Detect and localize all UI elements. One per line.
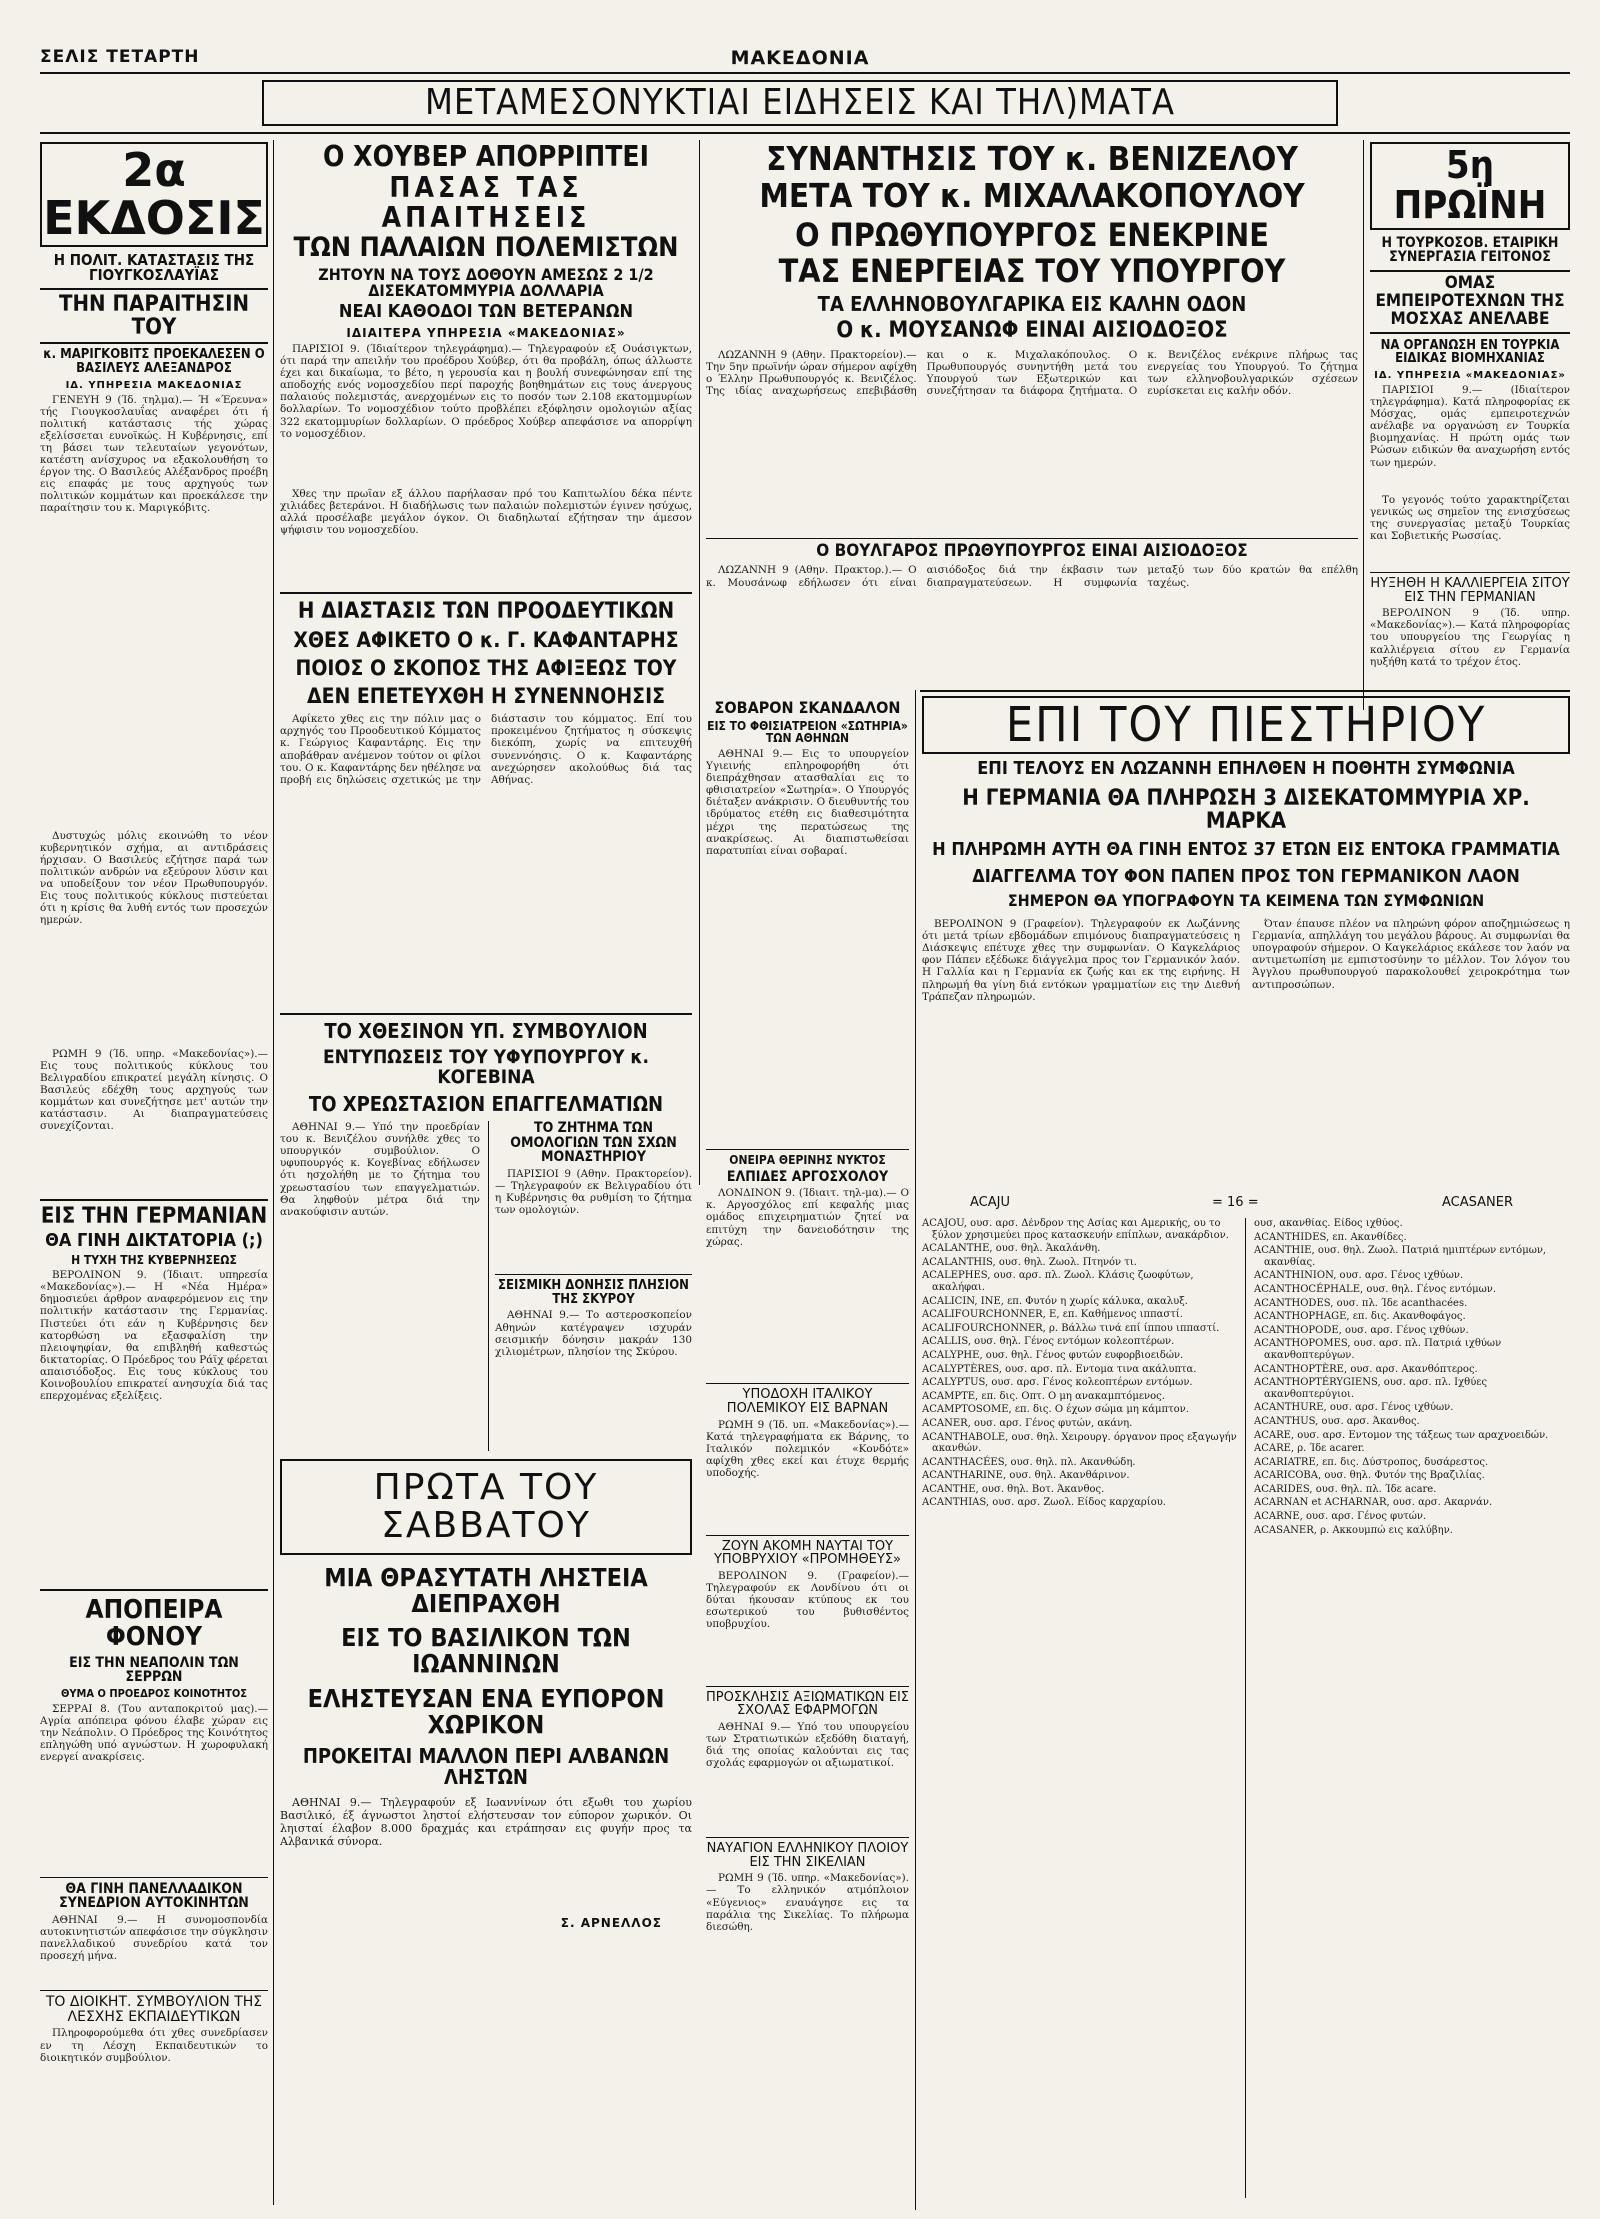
- headline: ΑΠΟΠΕΙΡΑ ΦΟΝΟΥ: [40, 1589, 268, 1652]
- headline: ΜΕΤΑ ΤΟΥ κ. ΜΙΧΑΛΑΚΟΠΟΥΛΟΥ: [759, 175, 1305, 215]
- headline: ΣΗΜΕΡΟΝ ΘΑ ΥΠΟΓΡΑΦΟΥΝ ΤΑ ΚΕΙΜΕΝΑ ΤΩΝ ΣΥΜΦΩΝΙΩΝ: [1007, 891, 1485, 911]
- headline: ΕΠΙ ΤΕΛΟΥΣ ΕΝ ΛΩΖΑΝΝΗ ΕΠΗΛΘΕΝ Η ΠΟΘΗΤΗ ΣΥΜΦΩΝΙΑ: [977, 758, 1515, 780]
- article-text: ΣΕΡΡΑΙ 8. (Του ανταποκριτού μας).— Αγρία απόπειρα φόνου έλαβε χώραν εις την Νεάπολιν. Ο Πρόεδρος της Κοινότητος επληγώθη υπό αγνώστων. Η χωροφυλακή ενεργεί ανακρίσεις.: [40, 1702, 268, 1764]
- column-rule: [915, 690, 916, 2210]
- headline: ΤΑΣ ΕΝΕΡΓΕΙΑΣ ΤΟΥ ΥΠΟΥΡΓΟΥ: [778, 251, 1286, 290]
- dictionary-entry: ACALANTHIS, ουσ. θηλ. Ζωολ. Πτηνόν τι.: [922, 1256, 1137, 1268]
- dictionary-entry: ACANTHINION, ουσ. αρσ. Γένος ιχθύων.: [1254, 1270, 1464, 1282]
- column-3-top: [706, 142, 1358, 690]
- headline: ΔΙΑΓΓΕΛΜΑ ΤΟΥ ΦΟΝ ΠΑΠΕΝ ΠΡΟΣ ΤΟΝ ΓΕΡΜΑΝΙΚΟΝ ΛΑΟΝ: [972, 866, 1520, 888]
- headline: Ο ΒΟΥΛΓΑΡΟΣ ΠΡΩΘΥΠΟΥΡΓΟΣ ΕΙΝΑΙ ΑΙΣΙΟΔΟΞΟΣ: [706, 538, 1358, 561]
- dictionary-entry: ACANTHODES, ουσ. πλ. Ίδε acanthacées.: [1254, 1297, 1468, 1309]
- headline: ΤΑ ΕΛΛΗΝΟΒΟΥΛΓΑΡΙΚΑ ΕΙΣ ΚΑΛΗΝ ΟΔΟΝ: [817, 292, 1247, 317]
- headline: ΘΑ ΓΙΝΗ ΔΙΚΤΑΤΟΡΙΑ (;): [45, 1229, 263, 1251]
- article-text: ΒΕΡΟΛΙΝΟΝ 9 (Ίδ. υπηρ. «Μακεδονίας»).— Κατά πληροφορίας του υπουργείου της Γεωργίας η καλλιέργεια σίτου εν Γερμανία ηυξήθη κατά το τρέχον έτος.: [1370, 607, 1570, 668]
- headline: ΣΥΝΑΝΤΗΣΙΣ ΤΟΥ κ. ΒΕΝΙΖΕΛΟΥ: [766, 142, 1298, 178]
- headline: κ. ΜΑΡΙΓΚΟΒΙΤΣ ΠΡΟΕΚΑΛΕΣΕΝ Ο ΒΑΣΙΛΕΥΣ ΑΛΕΞΑΝΔΡΟΣ: [43, 347, 265, 376]
- headline: ΕΙΣ ΤΟ ΦΘΙΣΙΑΤΡΕΙΟΝ «ΣΩΤΗΡΙΑ» ΤΩΝ ΑΘΗΝΩΝ: [707, 718, 908, 746]
- dictionary-entry: ACALIFOURCHONNER, ρ. Βάλλω τινά επί ίππου ιππαστί.: [922, 1322, 1220, 1334]
- headline: ΕΠΙ ΤΟΥ ΠΙΕΣΤΗΡΙΟΥ: [922, 696, 1570, 754]
- headline: ΕΝΤΥΠΩΣΕΙΣ ΤΟΥ ΥΦΥΠΟΥΡΓΟΥ κ. ΚΟΓΕΒΙΝΑ: [322, 1046, 650, 1089]
- dictionary-guide-left: ACAJU: [970, 1195, 1010, 1210]
- headline: ΖΗΤΟΥΝ ΝΑ ΤΟΥΣ ΔΟΘΟΥΝ ΑΜΕΣΩΣ 2 1/2 ΔΙΣΕΚΑΤΟΜΜΥΡΙΑ ΔΟΛΛΑΡΙΑ: [318, 264, 654, 301]
- dictionary-entry: ACALANTHE, ουσ. θηλ. Άκαλάνθη.: [922, 1243, 1101, 1255]
- agency-line: ΙΔ. ΥΠΗΡΕΣΙΑ ΜΑΚΕΔΟΝΙΑΣ: [65, 379, 243, 391]
- article-text: ΠΑΡΙΣΙΟΙ 9. (Ίδιαίτερον τηλεγράφημα).— Τηλεγραφούν εξ Ουάσιγκτων, ότι παρά την απειλήν του προέδρου Χούβερ, ότι θα προβάλη, όπως άλλωστε έχει και δικαίωμα, το βέτο, η γερουσία και η βουλή συνεφώνησαν επί της αποδοχής ενός νομοσχεδίου περί παροχής βοηθημάτων εις τους άνεργους παλαιούς πολεμιστάς, ανερχομένων εις το ποσόν των 2.108 εκατομμυρίων δολλαρίων. Το νομοσχέδιον τούτο προβλέπει εξόφλησιν ομολογιών αξίας 322 εκατομμυρίων δολλαρίων. Ο πρόεδρος Χούβερ απεφάσισε να απορρίψη το νομοσχέδιον.: [280, 343, 692, 440]
- headline: Ο κ. ΜΟΥΣΑΝΩΦ ΕΙΝΑΙ ΑΙΣΙΟΔΟΞΟΣ: [836, 318, 1228, 344]
- article-text: ΠΑΡΙΣΙΟΙ 9.— (Ιδιαίτερον τηλεγράφημα). Κατά πληροφορίας εκ Μόσχας, ομάς εμπειροτεχνών ανέλαβε να οργανώση εν Τουρκία βιομηχανίας. Η πρώτη ομάς των Ρώσων ειδικών θα αναχωρήση εντός των ημερών.: [1370, 383, 1570, 469]
- article-text: ΛΩΖΑΝΝΗ 9 (Αθην. Πρακτορ.).— Ο κ. Μουσάνωφ εδήλωσεν ότι είναι αισιόδοξος διά την έκβασιν των διαπραγματεύσεων. Η συμφωνία μεταξύ των δύο κρατών θα επέλθη ταχέως.: [706, 564, 1358, 589]
- headline: ΕΙΣ ΤΗΝ ΓΕΡΜΑΝΙΑΝ: [40, 1199, 268, 1228]
- headline: ΕΙΣ ΤΗΝ ΝΕΑΠΟΛΙΝ ΤΩΝ ΣΕΡΡΩΝ: [69, 1654, 239, 1686]
- stop-press-text: [922, 918, 1570, 1128]
- article-text: Αφίκετο χθες εις την πόλιν μας ο αρχηγός του Προοδευτικού Κόμματος κ. Γεώργιος Καφαντάρης. Εις την αποβάθραν ανέμενον τούτον οι φίλοι του. Ο κ. Καφαντάρης δεν ηθέλησε να προβή εις δηλώσεις σχετικώς με την διάστασιν του κόμματος. Επί του προκειμένου ζητήματος η σύσκεψις διεκόπη, χωρίς να επιτευχθή συνεννόησις. Ο κ. Καφαντάρης ανεχώρησεν ακολούθως διά τας Αθήνας.: [280, 713, 692, 786]
- dictionary-entry: ACANTHARINE, ουσ. θηλ. Ακανθάρινον.: [922, 1470, 1130, 1482]
- dictionary-entry: ACARNAN et ACHARNAR, ουσ. αρσ. Ακαρνάν.: [1254, 1497, 1493, 1509]
- dictionary-entry: ACANTHACÉES, ουσ. θηλ. πλ. Ακανθώδη.: [922, 1456, 1136, 1468]
- headline: ΜΙΑ ΘΡΑΣΥΤΑΤΗ ΛΗΣΤΕΙΑ ΔΙΕΠΡΑΧΘΗ: [324, 1562, 648, 1618]
- headline: ΣΕΙΣΜΙΚΗ ΔΟΝΗΣΙΣ ΠΛΗΣΙΟΝ ΤΗΣ ΣΚΥΡΟΥ: [495, 1274, 692, 1306]
- column-4: [1370, 142, 1570, 687]
- headline: ΕΛΠΙΔΕΣ ΑΡΓΟΣΧΟΛΟΥ: [726, 1168, 889, 1185]
- dictionary-entry: ACARIDES, ουσ. θηλ. πλ. Ίδε acare.: [1254, 1483, 1437, 1495]
- dictionary-entry: ACALICIN, INE, επ. Φυτόν η χωρίς κάλυκα, ακαλυξ.: [922, 1295, 1188, 1307]
- dictionary-entry: ACANTHIAS, ουσ. αρσ. Ζωολ. Είδος καρχαρίου.: [922, 1497, 1166, 1509]
- article-text: Όταν έπαυσε πλέον να πληρώνη φόρον αποζημιώσεως η Γερμανία, απηλλάγη του μεγάλου βάρους. Αι συμφωνίαι θα υπογραφούν σήμερον. Ο Καγκελάριος εκάλεσε τον λαόν να αντιμετωπίση με εμπιστοσύνην το μέλλον. Τον λόγον του Άγγλου πρωθυπουργού παρακολουθεί χειροκρότημα των αντιπροσώπων.: [1252, 918, 1570, 991]
- dictionary-entry: ACALYPHE, ουσ. θηλ. Γένος φυτών ευφορβιοειδών.: [922, 1349, 1184, 1361]
- article-text: ΡΩΜΗ 9 (Ίδ. υπ. «Μακεδονίας»).— Κατά τηλεγραφήματα εκ Βάρνης, το Ιταλικόν πολεμικόν «Κονδότε» αφίχθη χθες εκεί και έτυχε θερμής υποδοχής.: [706, 1418, 909, 1479]
- dictionary-entry: ACANTHUS, ουσ. αρσ. Άκανθος.: [1254, 1415, 1420, 1427]
- dictionary-entry: ACALIFOURCHONNER, Ε, επ. Καθήμενος ιππαστί.: [922, 1309, 1183, 1321]
- dictionary-column-right: [1254, 1218, 1570, 2203]
- author-signature: Σ. ΑΡΝΕΛΛΟΣ: [560, 1916, 662, 1931]
- headline: ΣΟΒΑΡΟΝ ΣΚΑΝΔΑΛΟΝ: [714, 700, 901, 717]
- banner-rule: [40, 132, 1570, 134]
- dictionary-entry: ACALEPHES, ουσ. αρσ. πλ. Ζωολ. Κλάσις ζωοφύτων, ακαλήφαι.: [922, 1270, 1194, 1293]
- headline: ΠΑΣΑΣ ΤΑΣ ΑΠΑΙΤΗΣΕΙΣ: [381, 171, 591, 234]
- headline: ΧΘΕΣ ΑΦΙΚΕΤΟ Ο κ. Γ. ΚΑΦΑΝΤΑΡΗΣ: [293, 628, 679, 653]
- page-section-label: ΣΕΛΙΣ ΤΕΤΑΡΤΗ: [40, 47, 200, 67]
- headline: Η ΤΥΧΗ ΤΗΣ ΚΥΒΕΡΝΗΣΕΩΣ: [71, 1252, 237, 1267]
- dictionary-entry: ACANTHURE, ουσ. αρσ. Γένος ιχθύων.: [1254, 1402, 1454, 1414]
- article-text: ΒΕΡΟΛΙΝΟΝ 9 (Γραφείον). Τηλεγραφούν εκ Λωζάννης ότι μετά τρίων εβδομάδων επιμόνους διαπραγματεύσεις η Διάσκεψις επέτυχε χθες την συμφωνίαν. Ο Καγκελάριος φον Πάπεν εξέδωκε διάγγελμα προς τον Γερμανικόν λαόν. Η Γαλλία και η Γερμανία εκ ζωής και εκ της ειρήνης. Η πληρωμή θα γίνη διά εντόκων γραμματίων εις την Διεθνή Τράπεζαν πληρωμών.: [922, 918, 1240, 1003]
- article-text: ΡΩΜΗ 9 (Ίδ. υπηρ. «Μακεδονίας»).— Το ελληνικόν ατμόπλοιον «Εύγενιος» εναυάγησε εις τα παράλια της Σικελίας. Το πλήρωμα διεσώθη.: [706, 1872, 909, 1933]
- article-text: ΓΕΝΕΥΗ 9 (Ίδ. τηλμα).— Ή «Έρευνα» τής Γιουγκοσλαυΐας αναφέρει ότι ή πολιτική κατάστασις τής χώρας εξελίσσεται ευνοϊκώς. Η Κυβέρνησις, επί τη βάσει των τελευταίων γεγονότων, κατέστη ανίσχυρος να εξακολουθήση το έργον της. Ο Βασιλεύς Αλέξανδρος προέβη εις επαφάς με τους αρχηγούς των πολιτικών κομμάτων και προεκάλεσε την παραίτησιν του κ. Μαριγκόβιτς.: [40, 393, 268, 515]
- dictionary-entry: ACANTHOPTÈRE, ουσ. αρσ. Ακανθόπτερος.: [1254, 1363, 1478, 1375]
- headline: ΤΟ ΖΗΤΗΜΑ ΤΩΝ ΟΜΟΛΟΓΙΩΝ ΤΩΝ ΣΧΩΝ ΜΟΝΑΣΤΗΡΙΟΥ: [510, 1120, 677, 1166]
- masthead-rule: [40, 72, 1570, 74]
- dictionary-entry: ACARE, ουσ. αρσ. Εντομον της τάξεως των αραχνοειδών.: [1254, 1429, 1549, 1441]
- dictionary-entry: ACANTHIDES, επ. Ακανθίδες.: [1254, 1231, 1407, 1243]
- agency-line: ΙΔΙΑΙΤΕΡΑ ΥΠΗΡΕΣΙΑ «ΜΑΚΕΔΟΝΙΑΣ»: [346, 326, 626, 340]
- dictionary-entry: ACALYPTÈRES, ουσ. αρσ. πλ. Εντομα τινα ακάλυπτα.: [922, 1363, 1197, 1375]
- article-text: ΛΩΖΑΝΝΗ 9 (Αθην. Πρακτορείον).— Την 5ην πρωϊνήν ώραν σήμερον αφίχθη ο Έλλην Πρωθυπουργός κ. Βενιζέλος. Της ιδίας αναχωρήσεως επεβιβάσθη και ο κ. Μιχαλακόπουλος. Ο Πρωθυπουργός συνηντήθη μετά του Υπουργού των Εξωτερικών και συνεζήτησαν τα διάφορα ζητήματα. Ο κ. Βενιζέλος ενέκρινε πλήρως τας ενεργείας του Υπουργού. Το ζήτημα των ελληνοβουλγαρικών σχέσεων ευρίσκεται εις καλήν οδόν.: [706, 348, 1358, 397]
- headline: ΤΩΝ ΠΑΛΑΙΩΝ ΠΟΛΕΜΙΣΤΩΝ: [293, 232, 679, 264]
- headline: ΟΜΑΣ ΕΜΠΕΙΡΟΤΕΧΝΩΝ ΤΗΣ ΜΟΣΧΑΣ ΑΝΕΛΑΒΕ: [1370, 270, 1570, 334]
- dictionary-entry: ACALLIS, ουσ. θηλ. Γένος εντόμων κολεοπτέρων.: [922, 1336, 1175, 1348]
- dictionary-page-number: = 16 =: [1212, 1195, 1259, 1210]
- headline: ΖΟΥΝ ΑΚΟΜΗ ΝΑΥΤΑΙ ΤΟΥ ΥΠΟΒΡΥΧΙΟΥ «ΠΡΟΜΗΘΕΥΣ»: [706, 1535, 909, 1567]
- article-text: ΑΘΗΝΑΙ 9.— Εις το υπουργείον Υγιεινής επληροφορήθη ότι διεπράχθησαν ατασθαλίαι εις το φθισιατρείον «Σωτηρία». Ο Υπουργός διέταξεν ανάκρισιν. Ο διευθυντής του ιδρύματος ετέθη εις διαθεσιμότητα μέχρι της περατώσεως της ανακρίσεως. Αι διαπιστωθείσαι παρατυπίαι είναι σοβαραί.: [706, 747, 909, 857]
- dictionary-entry: ACANTHOPTÉRYGIENS, ουσ. αρσ. πλ. Ιχθύες ακανθοπτερύγιοι.: [1254, 1377, 1488, 1400]
- article-text: Το γεγονός τούτο χαρακτηρίζεται γενικώς ως σημεῖον της ενισχύσεως της συνεργασίας μεταξύ Τουρκίας και Σοβιετικής Ρωσσίας.: [1370, 493, 1570, 543]
- dictionary-entry: ACANTHOPHAGE, επ. δις. Ακανθοφάγος.: [1254, 1311, 1466, 1323]
- column-rule: [699, 140, 700, 1185]
- column-rule: [1363, 140, 1364, 710]
- article-text: ΑΘΗΝΑΙ 9.— Υπό την προεδρίαν του κ. Βενιζέλου συνήλθε χθες το υπουργικόν συμβούλιον. Ο υφυπουργός κ. Κογεβίνας εδήλωσεν ότι ησχολήθη με το ζήτημα του χρεωστασίου των επαγγελματιών. Θα ληφθούν μέτρα διά την ανακούφισιν αυτών.: [280, 1121, 480, 1218]
- headline: ΤΟ ΧΡΕΩΣΤΑΣΙΟΝ ΕΠΑΓΓΕΛΜΑΤΙΩΝ: [308, 1092, 664, 1117]
- dictionary-entry: ACANTHOPOMES, ουσ. αρσ. πλ. Πατριά ιχθύων ακανθοπτερύγων.: [1254, 1338, 1502, 1361]
- headline: ΝΑΥΑΓΙΟΝ ΕΛΛΗΝΙΚΟΥ ΠΛΟΙΟΥ ΕΙΣ ΤΗΝ ΣΙΚΕΛΙΑΝ: [706, 1837, 909, 1869]
- headline: ΕΛΗΣΤΕΥΣΑΝ ΕΝΑ ΕΥΠΟΡΟΝ ΧΩΡΙΚΟΝ: [307, 1683, 665, 1739]
- edition-label: 2α ΕΚΔΟΣΙΣ: [40, 142, 268, 247]
- dictionary-entry: ACANTHOPODE, ουσ. αρσ. Γένος ιχθύων.: [1254, 1324, 1469, 1336]
- headline: ΝΑ ΟΡΓΑΝΩΣΗ ΕΝ ΤΟΥΡΚΙΑ ΕΙΔΙΚΑΣ ΒΙΟΜΗΧΑΝΙΑΣ: [1380, 337, 1560, 367]
- article-text: ΠΑΡΙΣΙΟΙ 9 (Αθην. Πρακτορείον).— Τηλεγραφούν εκ Βελιγραδίου ότι η Κυβέρνησις θα ρυθμίση το ζήτημα των ομολογιών.: [495, 1168, 692, 1217]
- dictionary-entry: ACALYPTUS, ουσ. αρσ. Γένος κολεοπτέρων εντόμων.: [922, 1377, 1193, 1389]
- dictionary-header: [922, 1192, 1570, 1214]
- stop-press-block: [922, 696, 1570, 1191]
- section-rule: [920, 690, 1570, 692]
- headline: ΤΟ ΔΙΟΙΚΗΤ. ΣΥΜΒΟΥΛΙΟΝ ΤΗΣ ΛΕΣΧΗΣ ΕΚΠΑΙΔΕΥΤΙΚΩΝ: [40, 1990, 268, 2024]
- dictionary-column-rule: [1245, 1218, 1246, 2198]
- headline: ΔΕΝ ΕΠΕΤΕΥΧΘΗ Η ΣΥΝΕΝΝΟΗΣΙΣ: [306, 684, 666, 709]
- dictionary-entry: ACANTHABOLE, ουσ. θηλ. Χειρουργ. όργανον προς εξαγωγήν ακανθών.: [922, 1431, 1237, 1455]
- dictionary-entry: ACANER, ουσ. αρσ. Γένος φυτών, ακάνη.: [922, 1417, 1133, 1429]
- headline: ΕΙΣ ΤΟ ΒΑΣΙΛΙΚΟΝ ΤΩΝ ΙΩΑΝΝΙΝΩΝ: [341, 1623, 631, 1679]
- article-text: ΛΟΝΔΙΝΟΝ 9. (Ίδιαιτ. τηλ-μα).— Ο κ. Αργοσχόλος επί κεφαλής μιας ομάδος επιχειρηματιών ζητεί να επιτύχη την δανειοδότησιν της χώρας.: [706, 1187, 909, 1248]
- dictionary-entry: ACARNE, ουσ. αρσ. Γένος φυτών.: [1254, 1511, 1427, 1523]
- dictionary-entry: ACARE, ρ. Ίδε acarer.: [1254, 1443, 1365, 1455]
- headline: ΗΥΞΗΘΗ Η ΚΑΛΛΙΕΡΓΕΙΑ ΣΙΤΟΥ ΕΙΣ ΤΗΝ ΓΕΡΜΑΝΙΑΝ: [1370, 572, 1570, 604]
- headline: ΟΝΕΙΡΑ ΘΕΡΙΝΗΣ ΝΥΚΤΟΣ: [706, 1149, 909, 1167]
- column-3-lower: [706, 700, 909, 2205]
- headline: ΠΡΟΚΕΙΤΑΙ ΜΑΛΛΟΝ ΠΕΡΙ ΑΛΒΑΝΩΝ ΛΗΣΤΩΝ: [302, 1744, 670, 1790]
- side-articles: [488, 1121, 692, 1451]
- article-text: Πληροφορούμεθα ότι χθες συνεδρίασεν εν τη Λέσχη Εκπαιδευτικών το διοικητικόν συμβούλιον.: [40, 2027, 268, 2064]
- headline: Η ΠΟΛΙΤ. ΚΑΤΑΣΤΑΣΙΣ ΤΗΣ ΓΙΟΥΓΚΟΣΛΑΥΪΑΣ: [53, 250, 255, 285]
- dictionary-entry: ACASANER, ρ. Ακκουμπώ εις καλύβην.: [1254, 1524, 1453, 1536]
- headline: Η ΤΟΥΡΚΟΣΟΒ. ΕΤΑΙΡΙΚΗ ΣΥΝΕΡΓΑΣΙΑ ΓΕΙΤΟΝΟΣ: [1381, 234, 1559, 266]
- headline: ΝΕΑΙ ΚΑΘΟΔΟΙ ΤΩΝ ΒΕΤΕΡΑΝΩΝ: [338, 301, 634, 323]
- dictionary-guide-right: ACASANER: [1442, 1195, 1513, 1210]
- headline: Ο ΧΟΥΒΕΡ ΑΠΟΡΡΙΠΤΕΙ: [323, 142, 649, 173]
- column-1: [40, 142, 268, 2202]
- edition-label: 5η ΠΡΩΪΝΗ: [1370, 142, 1570, 230]
- article-text: ΒΕΡΟΛΙΝΟΝ 9. (Γραφείον).— Τηλεγραφούν εκ Λονδίνου ότι οι δύται ήκουσαν κτύπους εκ του εσωτερικού του βυθισθέντος υποβρυχίου.: [706, 1569, 909, 1631]
- dictionary-column-left: [922, 1218, 1238, 2203]
- headline: ΤΟ ΧΘΕΣΙΝΟΝ ΥΠ. ΣΥΜΒΟΥΛΙΟΝ: [280, 1013, 692, 1042]
- dictionary-entry: ACAMPTOSOME, επ. δις. Ο έχων σώμα μη κάμπτον.: [922, 1404, 1189, 1416]
- newspaper-title: ΜΑΚΕΔΟΝΙΑ: [730, 47, 870, 69]
- dictionary-entry: ACAJOU, ουσ. αρσ. Δένδρον της Ασίας και Αμερικής, ου το ξύλον χρησιμεύει προς κατασκευήν επίπλων, ανακάρδιον.: [922, 1218, 1229, 1241]
- headline: ΠΡΟΣΚΛΗΣΙΣ ΑΞΙΩΜΑΤΙΚΩΝ ΕΙΣ ΣΧΟΛΑΣ ΕΦΑΡΜΟΓΩΝ: [706, 1686, 909, 1718]
- dictionary-entry: ACAMPTE, επ. δις. Οπτ. Ο μη ανακαμπτόμενος.: [922, 1390, 1165, 1402]
- headline: Η ΠΛΗΡΩΜΗ ΑΥΤΗ ΘΑ ΓΙΝΗ ΕΝΤΟΣ 37 ΕΤΩΝ ΕΙΣ ΕΝΤΟΚΑ ΓΡΑΜΜΑΤΙΑ: [932, 839, 1560, 861]
- two-column-block: [280, 1121, 692, 1451]
- article-text: ΑΘΗΝΑΙ 9.— Τηλεγραφούν εξ Ιωαννίνων ότι εξωθι του χωρίου Βασιλικό, έξ άγνωστοι ληστοί ελήστευσαν τον εύπορον χωρικόν. Οι ληισταί έλαβον 8.000 δραχμάς και ετράπησαν εις φυγήν προς τα Αλβανικά σύνορα.: [280, 1796, 692, 1849]
- article-text: Δυστυχώς μόλις εκοινώθη το νέον κυβερνητικόν σχήμα, αι αντιδράσεις ήρχισαν. Ο Βασιλεύς εζήτησε παρά των πολιτικών ανδρών να εξεύρουν λύσιν και να υποδείξουν τον νέον Πρωθυπουργόν. Εις τους πολιτικούς κύκλους πιστεύεται ότι η κρίσις θα λυθή εντός των προσεχών ημερών.: [40, 829, 268, 927]
- dictionary-entry: ACANTHIE, ουσ. θηλ. Ζωολ. Πατριά ημιπτέρων εντόμων, ακανθίας.: [1254, 1245, 1547, 1268]
- section-banner: ΜΕΤΑΜΕΣΟΝΥΚΤΙΑΙ ΕΙΔΗΣΕΙΣ ΚΑΙ ΤΗΛ)ΜΑΤΑ: [262, 80, 1338, 126]
- headline: Η ΔΙΑΣΤΑΣΙΣ ΤΩΝ ΠΡΟΟΔΕΥΤΙΚΩΝ: [280, 592, 692, 623]
- headline: Η ΓΕΡΜΑΝΙΑ ΘΑ ΠΛΗΡΩΣΗ 3 ΔΙΣΕΚΑΤΟΜΜΥΡΙΑ ΧΡ. ΜΑΡΚΑ: [962, 786, 1530, 835]
- dictionary-entry: ουσ, ακανθίας. Είδος ιχθύος.: [1254, 1218, 1403, 1229]
- dictionary-entry: ACANTHE, ουσ. θηλ. Βοτ. Άκανθος.: [922, 1483, 1105, 1495]
- headline: ΠΟΙΟΣ Ο ΣΚΟΠΟΣ ΤΗΣ ΑΦΙΞΕΩΣ ΤΟΥ: [295, 656, 677, 681]
- article-text: ΡΩΜΗ 9 (Ίδ. υπηρ. «Μακεδονίας»).— Εις τους πολιτικούς κύκλους του Βελιγραδίου επικρατεί μεγάλη κίνησις. Ο Βασιλεύς εδέχθη τους αρχηγούς των κομμάτων και συνεζήτησε μετ' αυτών την κατάστασιν. Αι διαπραγματεύσεις συνεχίζονται.: [40, 1047, 268, 1133]
- article-text: ΑΘΗΝΑΙ 9.— Η συνομοσπονδία αυτοκινητιστών απεφάσισε την σύγκλησιν πανελλαδικού συνεδρίου κατά τον προσεχή μήνα.: [40, 1914, 268, 1963]
- headline: ΤΗΝ ΠΑΡΑΙΤΗΣΙΝ ΤΟΥ: [40, 288, 268, 344]
- column-2: [280, 142, 692, 2207]
- headline: ΥΠΟΔΟΧΗ ΙΤΑΛΙΚΟΥ ΠΟΛΕΜΙΚΟΥ ΕΙΣ ΒΑΡΝΑΝ: [706, 1383, 909, 1415]
- column-rule: [273, 140, 274, 2205]
- article-text: Χθες την πρωΐαν εξ άλλου παρήλασαν πρό του Καπιτωλίου δέκα πέντε χιλιάδες βετεράνοι. Η διαδήλωσις των παλαιών πολεμιστών έγινεν ησύχως, αλλά προσέλαβε μεγάλον όγκον. Οι διαδηλωταί εζήτησαν την άμεσον ψήφισιν του νομοσχεδίου.: [280, 488, 692, 537]
- dictionary-entry: ACANTHOCÉPHALE, ουσ. θηλ. Γένος εντόμων.: [1254, 1283, 1497, 1295]
- article-text: ΒΕΡΟΛΙΝΟΝ 9. (Ίδιαιτ. υπηρεσία «Μακεδονίας»).— Η «Νέα Ημέρα» δημοσιεύει άρθρον αναφερόμενον εις την πολιτικήν κατάστασιν της Γερμανίας. Πιστεύει ότι εάν η Κυβέρνησις δεν κατορθώση να εξασφαλίση την πλειοψηφίαν, θα επιβληθή καθεστώς δικτατορίας. Ο Πρόεδρος του Ράϊχ φέρεται απαισιόδοξος. Εις τους κύκλους του Κοινοβουλίου επικρατεί ανησυχία διά τας επερχομένας εξελίξεις.: [40, 1269, 268, 1403]
- agency-line: ΙΔ. ΥΠΗΡΕΣΙΑ «ΜΑΚΕΔΟΝΙΑΣ»: [1374, 369, 1566, 381]
- headline: ΘΑ ΓΙΝΗ ΠΑΝΕΛΛΑΔΙΚΟΝ ΣΥΝΕΔΡΙΟΝ ΑΥΤΟΚΙΝΗΤΩΝ: [40, 1877, 268, 1911]
- headline: ΠΡΩΤΑ ΤΟΥ ΣΑΒΒΑΤΟΥ: [280, 1459, 692, 1555]
- article-text: ΑΘΗΝΑΙ 9.— Υπό του υπουργείου των Στρατιωτικών εξεδόθη διαταγή, διά της οποίας καλούνται εις τας σχολάς εφαρμογών οι αξιωματικοί.: [706, 1721, 909, 1770]
- headline: ΘΥΜΑ Ο ΠΡΟΕΔΡΟΣ ΚΟΙΝΟΤΗΤΟΣ: [60, 1687, 248, 1701]
- headline: Ο ΠΡΩΘΥΠΟΥΡΓΟΣ ΕΝΕΚΡΙΝΕ: [795, 216, 1269, 255]
- dictionary-entry: ACARICOBA, ουσ. θηλ. Φυτόν της Βραζιλίας.: [1254, 1470, 1485, 1482]
- dictionary-entry: ACARIATRE, επ. δις. Δύστροπος, δυσάρεστος.: [1254, 1456, 1489, 1468]
- article-text: ΑΘΗΝΑΙ 9.— Το αστεροσκοπείον Αθηνών κατέγραψεν ισχυράν σεισμικήν δόνησιν μακράν 130 χιλιομέτρων, πλησίον της Σκύρου.: [495, 1309, 692, 1358]
- dictionary-insert: [922, 1192, 1570, 2207]
